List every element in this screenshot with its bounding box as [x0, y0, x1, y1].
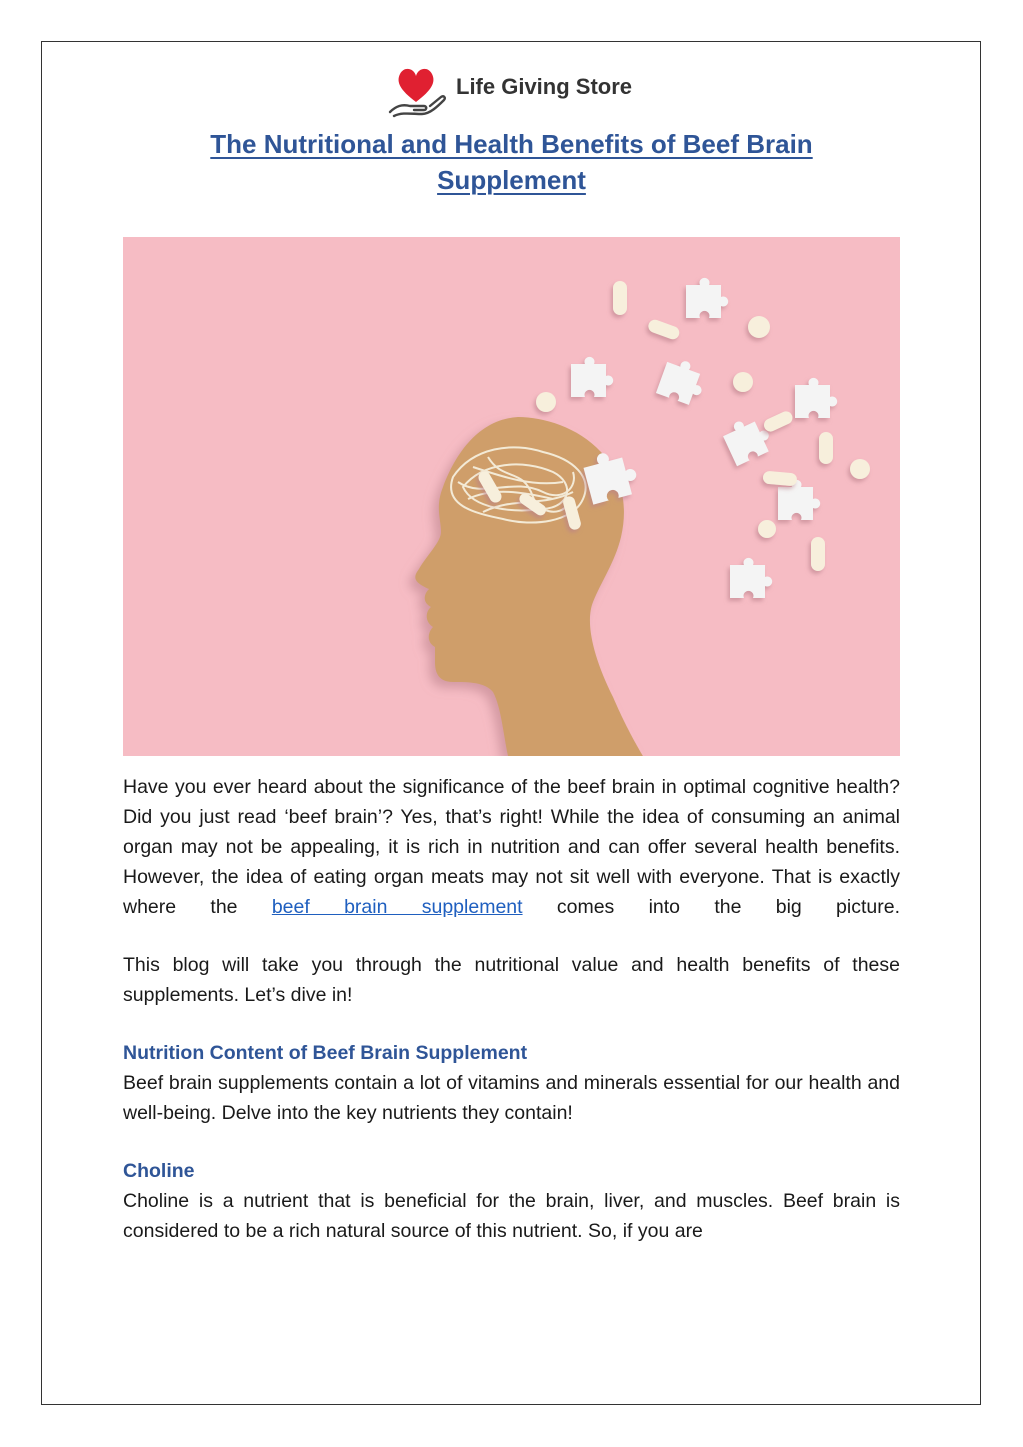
- article-body: [123, 772, 900, 1246]
- choline-paragraph: Choline is a nutrient that is beneficial for the brain, liver, and muscles. Beef brain is considered to be a rich natural source of this nutrient. So, if you are: [123, 1190, 900, 1242]
- nutrition-paragraph: Beef brain supplements contain a lot of vitamins and minerals essential for our health and well-being. Delve into the key nutrients they contain!: [123, 1072, 900, 1124]
- nutrition-heading: Nutrition Content of Beef Brain Supplement: [123, 1042, 528, 1064]
- heart-hand-icon: [386, 62, 450, 120]
- intro-text: Have you ever heard about the significance of the beef brain in optimal cognitive health? Did you just read ‘beef brain’? Yes, that’s right! While the idea of consuming an animal organ may not be appealing, it is rich in nutrition and can offer several health benefits. However, the idea of eating organ meats may not sit well with everyone. That is exactly where the: [123, 776, 900, 918]
- intro-text-end: comes into the big picture.: [522, 896, 901, 918]
- title-line-2: Supplement: [437, 165, 586, 195]
- choline-heading: Choline: [123, 1160, 195, 1182]
- beef-brain-supplement-link[interactable]: beef brain supplement: [271, 896, 523, 918]
- hero-image: [123, 237, 900, 756]
- head-brain-puzzle-illustration: [123, 237, 900, 756]
- title-line-1: The Nutritional and Health Benefits of Beef Brain: [210, 129, 813, 159]
- brand-logo[interactable]: [386, 62, 646, 120]
- page-title: [123, 126, 900, 198]
- blog-overview-paragraph: This blog will take you through the nutritional value and health benefits of these supplements. Let’s dive in!: [123, 954, 900, 1006]
- brand-name: Life Giving Store: [456, 74, 633, 99]
- intro-paragraph: [123, 772, 900, 922]
